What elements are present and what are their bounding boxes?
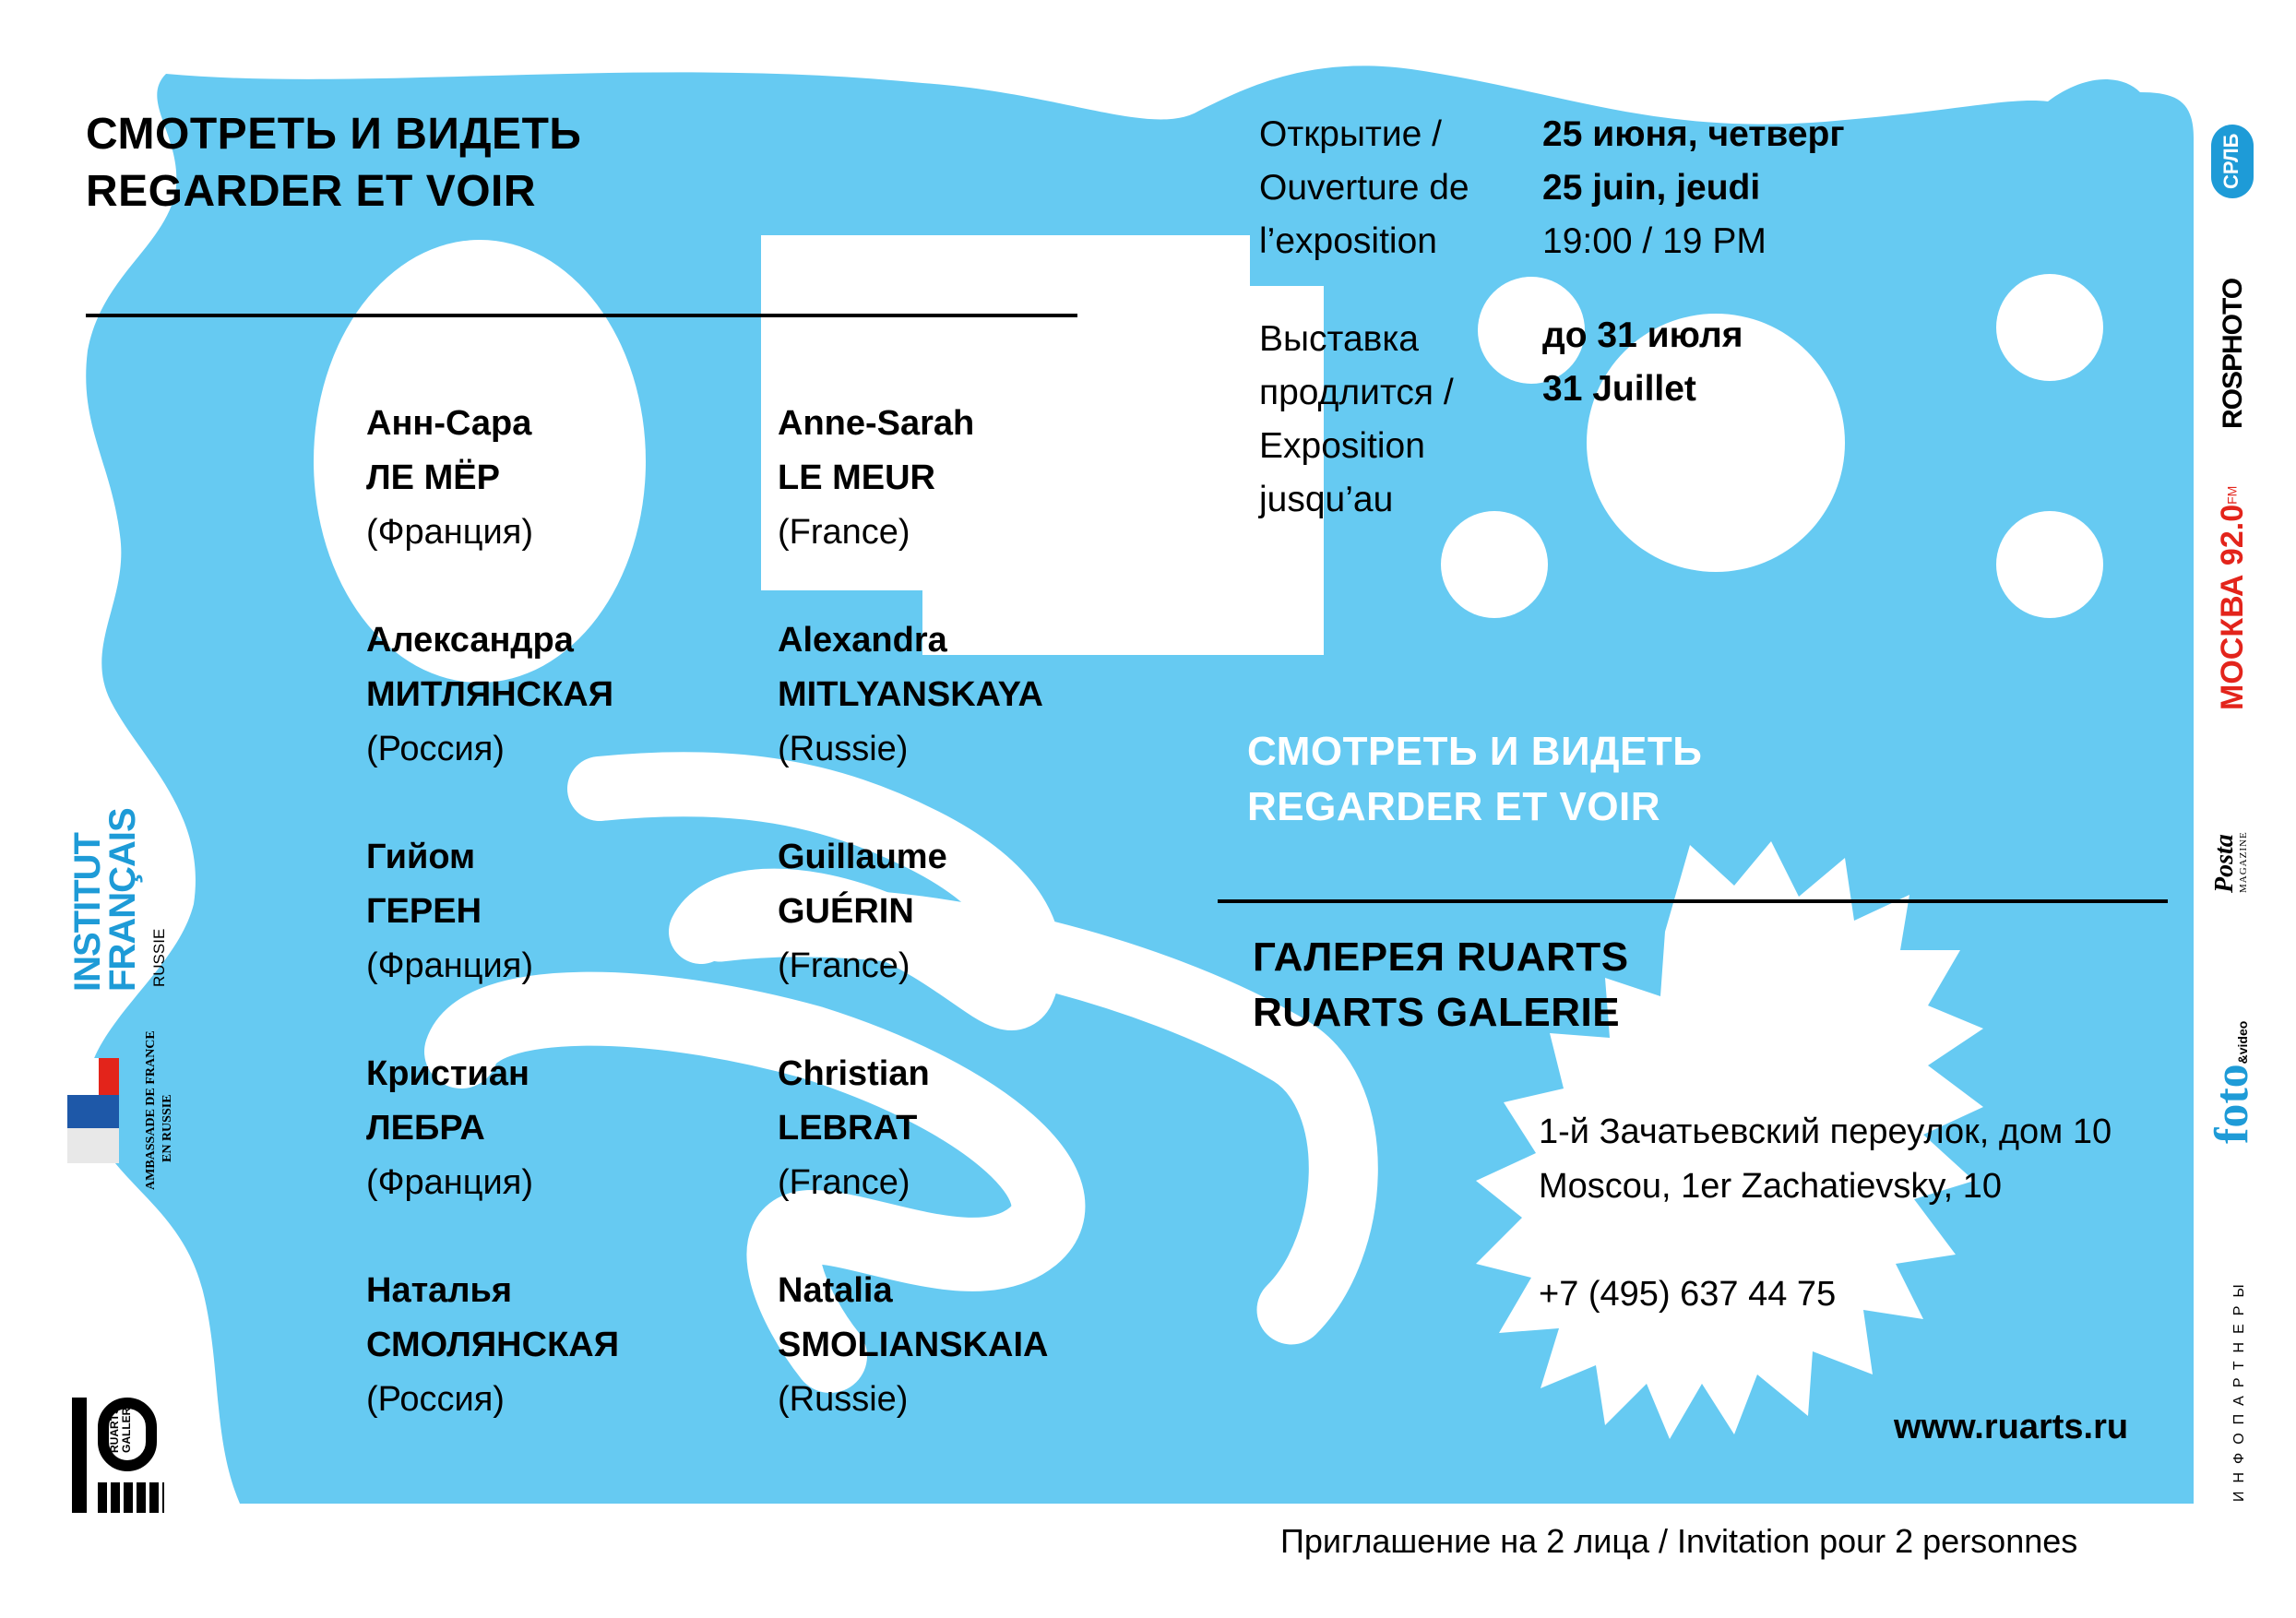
duration-date — [1542, 309, 1743, 416]
ambassade-flag-icon — [67, 1058, 119, 1163]
institut-line-2: FRANÇAIS — [102, 808, 143, 992]
artist-first-name: Кристиан — [366, 1054, 529, 1093]
main-title-ru: СМОТРЕТЬ И ВИДЕТЬ — [86, 110, 582, 159]
ruarts-gallery-text — [109, 1400, 133, 1453]
duration-label-line: продлится / — [1259, 373, 1454, 412]
artist-country: (France) — [778, 1163, 910, 1202]
ambassade-line-2: EN RUSSIE — [161, 1094, 174, 1162]
ruarts-line-2: GALLERY — [120, 1400, 133, 1453]
opening-date-ru: 25 июня, четверг — [1542, 114, 1845, 154]
opening-date-fr: 25 juin, jeudi — [1542, 168, 1761, 208]
opening-label-line: Ouverture de — [1259, 168, 1469, 208]
artist-last-name: LEBRAT — [778, 1109, 918, 1148]
artist-country: (Russie) — [778, 1380, 909, 1419]
posta-magazine-logo — [2212, 831, 2249, 893]
artist-first-name: Alexandra — [778, 621, 947, 660]
institut-line-1: INSTITUT — [67, 833, 108, 992]
duration-label-line: Exposition — [1259, 426, 1425, 466]
foto-logo-sub: &video — [2235, 1020, 2250, 1065]
artist-fr-4 — [778, 1047, 1165, 1210]
artist-country: (Франция) — [366, 1163, 534, 1202]
rosphoto-logo: ROSPHOTO — [2218, 278, 2248, 429]
institut-francais-logo — [67, 808, 143, 992]
srlb-logo — [2211, 125, 2254, 198]
artist-last-name: MITLYANSKAYA — [778, 675, 1043, 714]
artist-first-name: Анн-Сара — [366, 404, 532, 443]
opening-label-line: Открытие / — [1259, 114, 1442, 154]
artist-fr-3 — [778, 830, 1165, 993]
title-divider — [86, 314, 1077, 317]
opening-label-line: l’exposition — [1259, 221, 1437, 261]
ambassade-text — [143, 1030, 176, 1190]
opening-label — [1259, 108, 1469, 268]
posta-logo-sub: MAGAZINE — [2238, 831, 2249, 893]
foto-video-logo — [2206, 1020, 2258, 1144]
duration-label-line: jusqu’au — [1259, 480, 1394, 519]
opening-date — [1542, 108, 1845, 268]
artist-ru-2 — [366, 613, 754, 777]
duration-until-fr: 31 Juillet — [1542, 369, 1696, 409]
gallery-address-ru: 1-й Зачатьевский переулок, дом 10 — [1539, 1112, 2112, 1151]
artist-last-name: СМОЛЯНСКАЯ — [366, 1326, 620, 1364]
invitation-note: Приглашение на 2 лица / Invitation pour 2 personnes — [1280, 1522, 2078, 1560]
artist-last-name: SMOLIANSKAIA — [778, 1326, 1049, 1364]
white-circle-small-3 — [1996, 274, 2103, 381]
artist-country: (Russie) — [778, 730, 909, 768]
artist-last-name: LE MEUR — [778, 458, 935, 497]
artist-first-name: Guillaume — [778, 838, 947, 876]
secondary-title — [1247, 724, 1702, 835]
duration-label-line: Выставка — [1259, 319, 1419, 359]
institut-russie-label: RUSSIE — [150, 928, 168, 987]
moskva-fm-logo — [2214, 486, 2251, 710]
ambassade-line-1: AMBASSADE DE FRANCE — [144, 1030, 158, 1190]
white-circle-small-2 — [1441, 511, 1548, 618]
artist-last-name: GUÉRIN — [778, 892, 914, 931]
secondary-title-ru: СМОТРЕТЬ И ВИДЕТЬ — [1247, 729, 1703, 774]
main-title-fr: REGARDER ET VOIR — [86, 167, 537, 216]
artist-fr-5 — [778, 1264, 1165, 1427]
foto-logo-text: foto — [2206, 1064, 2258, 1144]
posta-logo-text: Posta — [2210, 834, 2239, 893]
moskva-fm-sup: FM — [2224, 485, 2240, 505]
artist-first-name: Наталья — [366, 1271, 512, 1310]
artist-country: (France) — [778, 946, 910, 985]
opening-time: 19:00 / 19 PM — [1542, 221, 1767, 261]
artist-country: (Франция) — [366, 513, 534, 552]
infopartners-label: ИНФОПАРТНЕРЫ — [2231, 1276, 2247, 1502]
duration-label — [1259, 313, 1454, 527]
ruarts-line-1: RUARTS — [108, 1407, 121, 1453]
srlb-logo-text: СРЛБ — [2219, 133, 2242, 189]
artist-fr-1 — [778, 397, 1165, 560]
artist-first-name: Александра — [366, 621, 574, 660]
artist-fr-2 — [778, 613, 1165, 777]
artist-ru-3 — [366, 830, 754, 993]
artist-ru-5 — [366, 1264, 754, 1427]
artist-ru-4 — [366, 1047, 754, 1210]
artist-ru-1 — [366, 397, 754, 560]
gallery-phone: +7 (495) 637 44 75 — [1539, 1275, 1837, 1314]
artist-last-name: ГЕРЕН — [366, 892, 482, 931]
duration-until-ru: до 31 июля — [1542, 315, 1743, 355]
moskva-fm-text: МОСКВА 92.0 — [2215, 504, 2250, 710]
artist-first-name: Anne-Sarah — [778, 404, 975, 443]
gallery-name-fr: RUARTS GALERIE — [1253, 990, 1621, 1035]
gallery-address — [1539, 1105, 2112, 1214]
artist-first-name: Natalia — [778, 1271, 893, 1310]
artist-country: (Франция) — [366, 946, 534, 985]
gallery-website-link[interactable]: www.ruarts.ru — [1894, 1408, 2129, 1446]
artist-last-name: ЛЕ МЁР — [366, 458, 500, 497]
artist-last-name: ЛЕБРА — [366, 1109, 485, 1148]
white-circle-small-4 — [1996, 511, 2103, 618]
artist-last-name: МИТЛЯНСКАЯ — [366, 675, 614, 714]
gallery-address-fr: Moscou, 1er Zachatievsky, 10 — [1539, 1167, 2002, 1206]
artist-first-name: Christian — [778, 1054, 930, 1093]
artist-country: (France) — [778, 513, 910, 552]
artist-first-name: Гийом — [366, 838, 476, 876]
artist-country: (Россия) — [366, 1380, 505, 1419]
main-title — [86, 106, 581, 220]
secondary-title-fr: REGARDER ET VOIR — [1247, 784, 1661, 829]
gallery-divider — [1218, 899, 2168, 903]
gallery-name — [1253, 930, 1629, 1041]
gallery-name-ru: ГАЛЕРЕЯ RUARTS — [1253, 934, 1629, 980]
artist-country: (Россия) — [366, 730, 505, 768]
